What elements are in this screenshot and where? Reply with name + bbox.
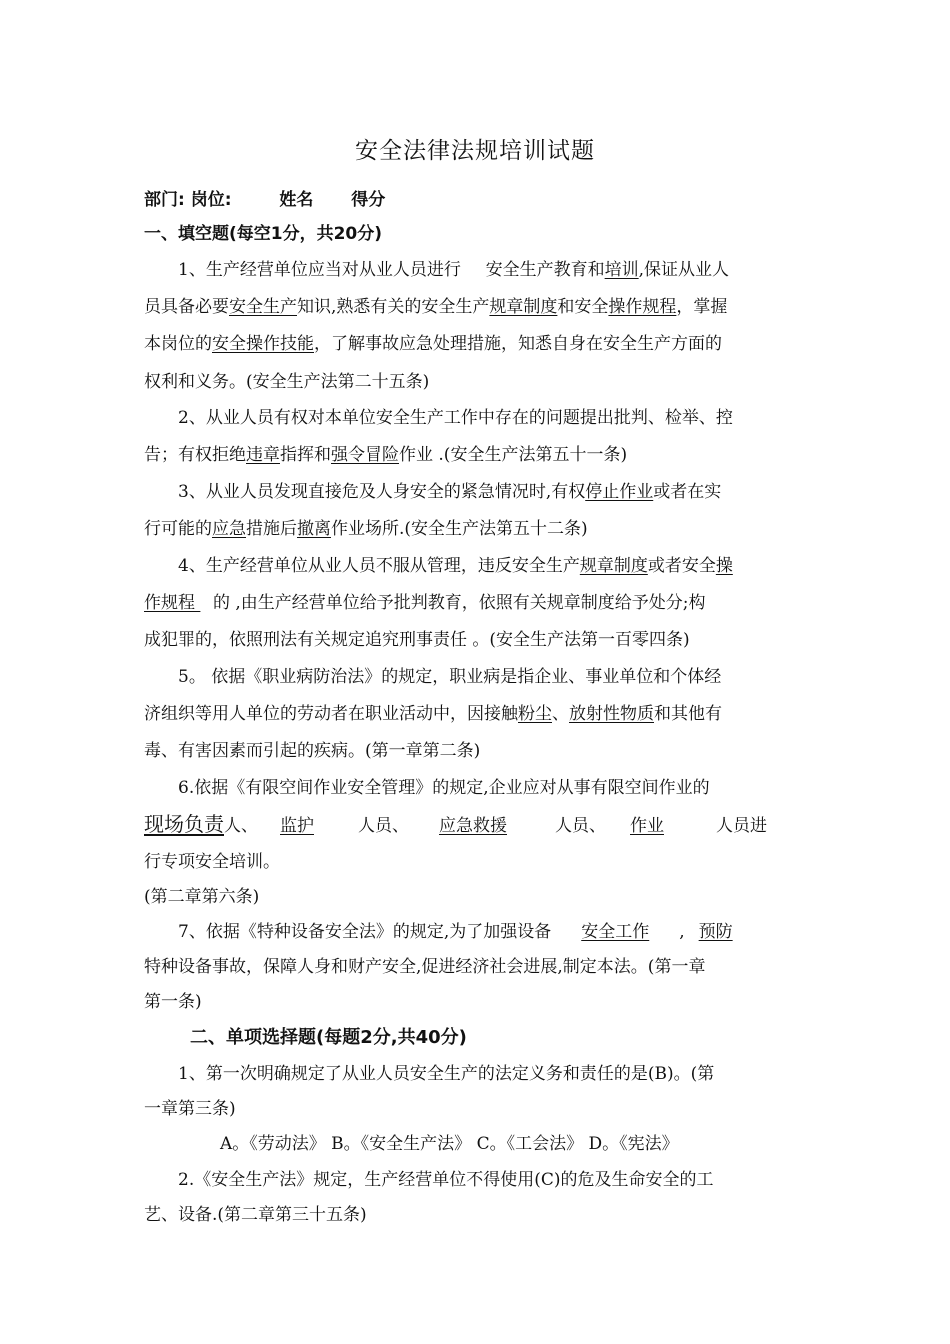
blank-answer: 应急救援 — [439, 816, 507, 836]
q6-line2: 现场负责人、 监护 人员、 应急救援 人员、 作业 人员进 — [144, 812, 767, 836]
blank-answer: 安全操作技能 — [212, 334, 314, 354]
q4-line2: 作规程 的 ,由生产经营单位给予批判教育，依照有关规章制度给予处分;构 — [144, 593, 706, 613]
blank-answer: 放射性物质 — [569, 704, 654, 724]
score-label: 得分 — [351, 190, 386, 210]
q6-line1: 6.依据《有限空间作业安全管理》的规定,企业应对从事有限空间作业的 — [178, 778, 710, 798]
q5-line3: 毒、有害因素而引起的疾病。(第一章第二条) — [144, 741, 481, 761]
q3-line2: 行可能的应急措施后撤离作业场所.(安全生产法第五十二条) — [144, 519, 588, 539]
q4-line3: 成犯罪的，依照刑法有关规定追究刑事责任 。(安全生产法第一百零四条) — [144, 630, 690, 650]
blank-answer: 规章制度 — [489, 297, 558, 317]
q2-line1: 2、从业人员有权对本单位安全生产工作中存在的问题提出批判、检举、控 — [178, 408, 733, 428]
q4-line1: 4、生产经营单位从业人员不服从管理，违反安全生产规章制度或者安全操 — [178, 556, 733, 576]
q1-line1: 1、生产经营单位应当对从业人员进行 安全生产教育和培训,保证从业人 — [178, 260, 730, 280]
q2-line2: 告；有权拒绝违章指挥和强令冒险作业 .(安全生产法第五十一条) — [144, 445, 628, 465]
q5-line2: 济组织等用人单位的劳动者在职业活动中，因接触粉尘、放射性物质和其他有 — [144, 704, 722, 724]
blank-answer: 现场负责 — [144, 812, 224, 836]
blank-answer: 作业 — [630, 816, 664, 836]
s2-q1-options: A。《劳动法》 B。《安全生产法》 C。《工会法》 D。《宪法》 — [220, 1134, 679, 1154]
section1-heading: 一、填空题(每空1分，共20分) — [144, 224, 383, 244]
s2-q2-line2: 艺、设备.(第二章第三十五条) — [144, 1205, 367, 1225]
blank-answer: 安全工作 — [581, 922, 650, 942]
blank-answer: 规章制度 — [579, 556, 648, 576]
blank-answer: 停止作业 — [585, 482, 654, 502]
post-label: 岗位: — [190, 190, 232, 210]
q5-line1: 5。 依据《职业病防治法》的规定，职业病是指企业、事业单位和个体经 — [178, 667, 722, 687]
q1-line4: 权利和义务。(安全生产法第二十五条) — [144, 372, 430, 392]
blank-answer: 预防 — [698, 922, 733, 942]
blank-answer: 撤离 — [297, 519, 331, 539]
blank-answer: 粉尘 — [518, 704, 552, 724]
q7-line3: 第一条) — [144, 992, 202, 1012]
page-title: 安全法律法规培训试题 — [355, 138, 595, 164]
blank-answer: 违章 — [246, 445, 280, 465]
q1-line2: 员具备必要安全生产知识,熟悉有关的安全生产规章制度和安全操作规程，掌握 — [144, 297, 728, 317]
q3-line1: 3、从业人员发现直接危及人身安全的紧急情况时,有权停止作业或者在实 — [178, 482, 722, 502]
dept-label: 部门: — [144, 190, 185, 210]
s2-q1-line1: 1、第一次明确规定了从业人员安全生产的法定义务和责任的是(B)。(第 — [178, 1064, 715, 1084]
s2-q2-line1: 2.《安全生产法》规定，生产经营单位不得使用(C)的危及生命安全的工 — [178, 1170, 714, 1190]
blank-answer: 培训 — [604, 260, 639, 280]
q6-line4: (第二章第六条) — [144, 887, 260, 907]
exam-header-fields — [144, 188, 810, 212]
q1-line3: 本岗位的安全操作技能，了解事故应急处理措施，知悉自身在安全生产方面的 — [144, 334, 722, 354]
blank-answer: 监护 — [280, 816, 314, 836]
blank-answer: 安全生产 — [229, 297, 297, 317]
q7-line1: 7、依据《特种设备安全法》的规定,为了加强设备 安全工作 , 预防 — [178, 922, 733, 942]
blank-answer: 强令冒险 — [331, 445, 399, 465]
name-label: 姓名 — [279, 190, 314, 210]
q6-line3: 行专项安全培训。 — [144, 852, 280, 872]
q7-line2: 特种设备事故，保障人身和财产安全,促进经济社会进展,制定本法。(第一章 — [144, 957, 706, 977]
s2-q1-line2: 一章第三条) — [144, 1099, 236, 1119]
blank-answer: 操 — [715, 556, 733, 576]
blank-answer: 应急 — [212, 519, 246, 539]
blank-answer: 操作规程 — [608, 297, 677, 317]
section2-heading: 二、单项选择题(每题2分,共40分) — [190, 1027, 467, 1048]
blank-answer: 作规程 — [144, 593, 195, 613]
